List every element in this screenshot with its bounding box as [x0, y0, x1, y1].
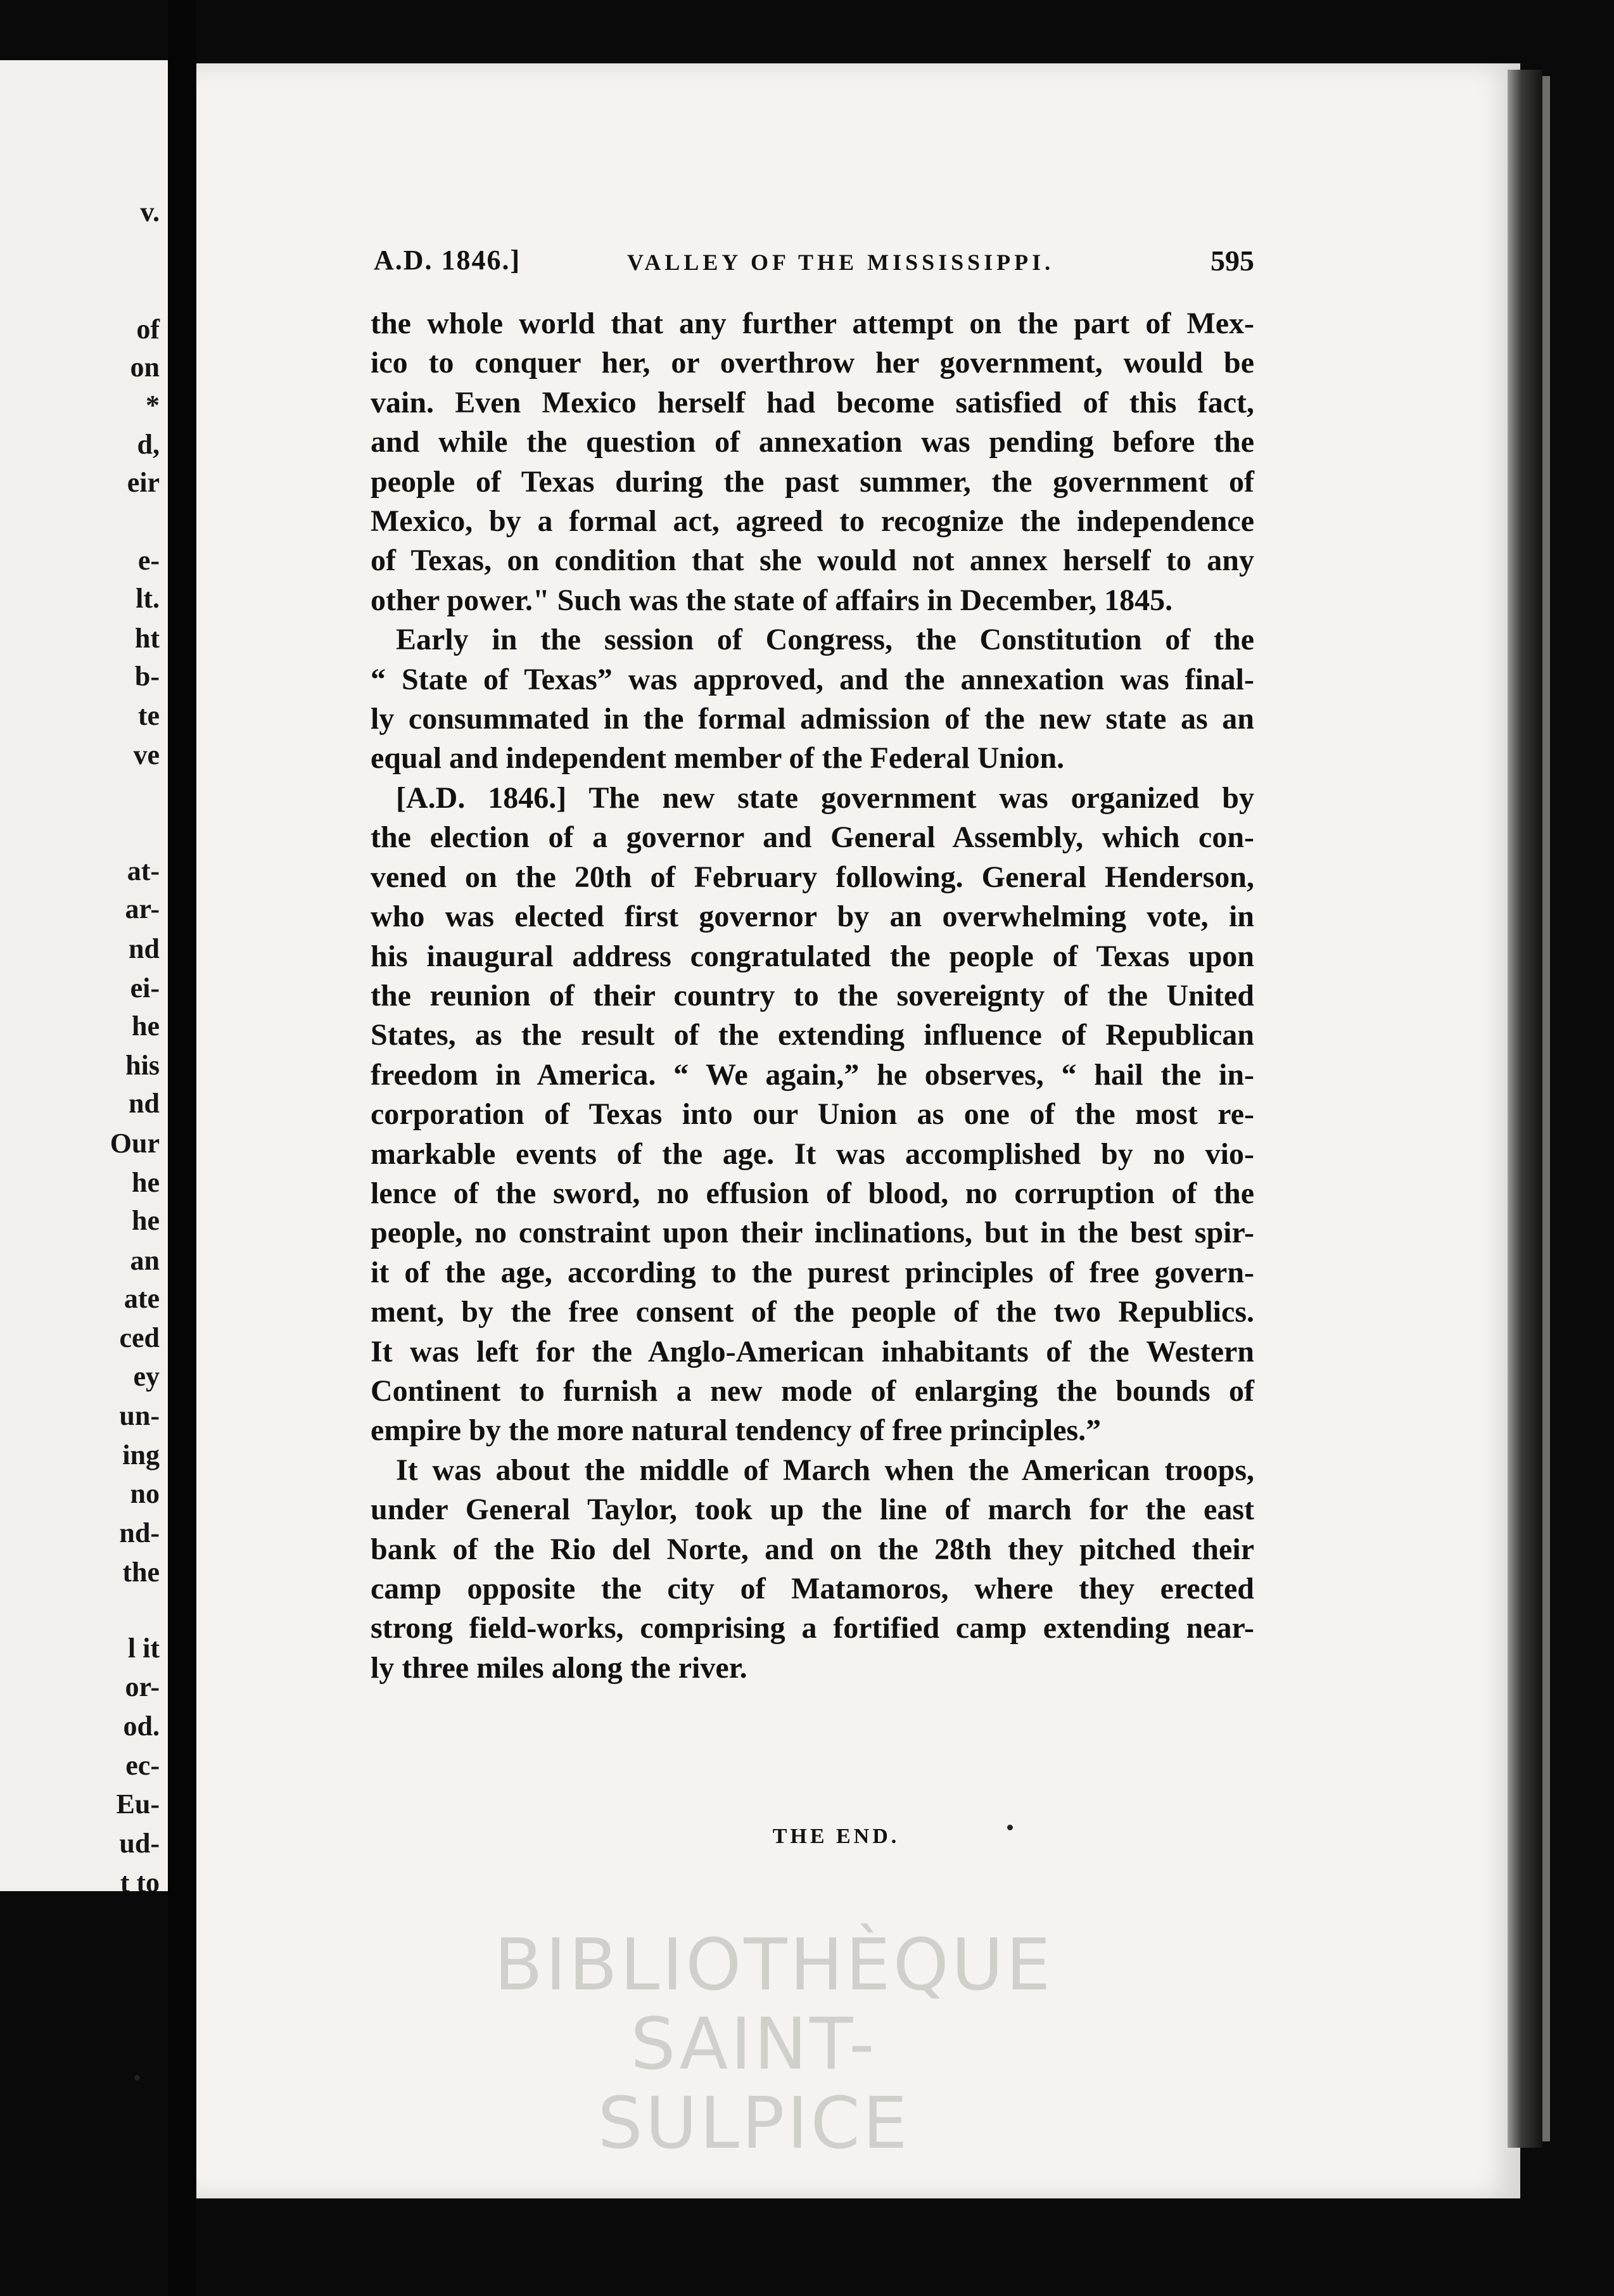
- text-line: his inaugural address congratulated the people of Texas upon: [371, 939, 1254, 973]
- left-page-fragment: *: [146, 390, 160, 421]
- left-page-fragment: he: [132, 1167, 160, 1198]
- text-line: ly consummated in the formal admission of the new state as an: [371, 702, 1254, 736]
- text-line: people, no constraint upon their inclinations, but in the best spir-: [371, 1216, 1254, 1250]
- left-page-fragment: v.: [140, 196, 160, 227]
- left-page-fragment: te: [137, 700, 160, 731]
- text-line: ment, by the free consent of the people of the two Republics.: [371, 1295, 1254, 1329]
- stamp-line-2: SAINT-SULPICE: [597, 2003, 910, 2165]
- left-page-edge: [0, 60, 168, 1891]
- left-page-fragment: on: [130, 352, 160, 383]
- page-edge-line: [1542, 76, 1550, 2141]
- left-page-fragment: ht: [134, 623, 160, 654]
- text-line: States, as the result of the extending influence of Republican: [371, 1018, 1254, 1052]
- text-line: the reunion of their country to the sovereignty of the United: [371, 978, 1254, 1012]
- text-line: Continent to furnish a new mode of enlarging the bounds of: [371, 1374, 1254, 1408]
- stamp-line-1: BIBLIOTHÈQUE: [494, 1924, 1053, 2006]
- left-page-fragment: he: [132, 1205, 160, 1236]
- page-number: 595: [1210, 245, 1254, 277]
- text-line: people of Texas during the past summer, the government of: [371, 464, 1254, 499]
- left-page-fragment: od.: [123, 1711, 160, 1742]
- left-page-fragment: l it: [127, 1633, 160, 1664]
- library-stamp: [494, 1924, 1053, 2165]
- text-line: “ State of Texas” was approved, and the annexation was final-: [371, 662, 1254, 696]
- left-page-fragment: he: [132, 1011, 160, 1042]
- text-line: who was elected first governor by an overwhelming vote, in: [371, 900, 1254, 934]
- text-line: It was about the middle of March when the American troops,: [396, 1453, 1254, 1487]
- text-line: other power." Such was the state of affairs in December, 1845.: [371, 583, 1173, 617]
- text-line: empire by the more natural tendency of free principles.”: [371, 1413, 1102, 1448]
- body-text: [371, 304, 1254, 1688]
- text-line: under General Taylor, took up the line of march for the east: [371, 1493, 1254, 1527]
- left-page-fragment: b-: [134, 661, 160, 692]
- left-page-fragment: the: [122, 1557, 160, 1588]
- left-page-fragment: at-: [127, 855, 160, 886]
- left-page-fragment: lt.: [136, 583, 160, 614]
- page-edge-shadow: [1508, 70, 1542, 2148]
- ink-speck: [134, 2075, 140, 2081]
- left-page-fragment: no: [130, 1478, 160, 1509]
- left-page-fragment: his: [125, 1050, 160, 1081]
- running-head: [374, 244, 1254, 288]
- left-page-fragment: nd-: [119, 1517, 160, 1548]
- text-line: freedom in America. “ We again,” he observes, “ hail the in-: [371, 1057, 1254, 1092]
- left-page-fragment: un-: [119, 1400, 160, 1431]
- left-page-fragment: t to: [120, 1867, 160, 1891]
- text-line: ly three miles along the river.: [371, 1650, 747, 1685]
- left-page-fragment: nd: [129, 1088, 160, 1119]
- text-line: the whole world that any further attempt on the part of Mex-: [371, 307, 1254, 340]
- text-line: lence of the sword, no effusion of blood, no corruption of the: [371, 1176, 1254, 1210]
- text-line: vened on the 20th of February following. General Henderson,: [371, 860, 1254, 894]
- left-page-fragment: Our: [110, 1128, 160, 1159]
- text-line: the election of a governor and General Assembly, which con-: [371, 820, 1254, 855]
- text-line: of Texas, on condition that she would not annex herself to any: [371, 544, 1254, 578]
- left-page-fragment: eir: [127, 467, 160, 498]
- left-page-fragment: ey: [133, 1361, 160, 1392]
- left-page-fragment: ing: [122, 1439, 160, 1470]
- left-page-fragment: ec-: [125, 1750, 160, 1781]
- left-page-fragment: of: [136, 314, 160, 345]
- left-page-fragment: ei-: [130, 973, 160, 1004]
- left-page-fragment: Eu-: [116, 1789, 160, 1820]
- text-line: vain. Even Mexico herself had become satisfied of this fact,: [371, 385, 1254, 419]
- text-line: ico to conquer her, or overthrow her government, would be: [371, 346, 1254, 380]
- left-page-fragment: ate: [124, 1283, 160, 1314]
- book-gutter: [168, 0, 196, 2296]
- text-line: It was left for the Anglo-American inhabitants of the Western: [371, 1334, 1254, 1368]
- left-page-fragment: ud-: [119, 1828, 160, 1859]
- left-page-fragment: e-: [137, 545, 160, 576]
- ink-speck: [1007, 1825, 1013, 1830]
- text-line: Early in the session of Congress, the Constitution of the: [396, 623, 1254, 657]
- left-page-fragment: d,: [137, 429, 160, 460]
- left-page-fragment: nd: [129, 933, 160, 964]
- text-line: and while the question of annexation was pending before the: [371, 425, 1254, 459]
- text-line: corporation of Texas into our Union as one of the most re-: [371, 1097, 1254, 1132]
- running-head-date: A.D. 1846.]: [374, 245, 521, 276]
- text-line: equal and independent member of the Federal Union.: [371, 741, 1065, 775]
- left-page-fragment: ced: [119, 1322, 160, 1353]
- text-line: [A.D. 1846.] The new state government was organized by: [396, 781, 1254, 815]
- left-page-fragment: ve: [133, 739, 160, 770]
- text-line: it of the age, according to the purest principles of free govern-: [371, 1255, 1254, 1289]
- the-end: THE END.: [772, 1825, 900, 1848]
- text-line: strong field-works, comprising a fortified camp extending near-: [371, 1611, 1254, 1645]
- left-page-fragment: or-: [125, 1671, 160, 1702]
- left-page-fragment: ar-: [125, 893, 160, 924]
- text-line: camp opposite the city of Matamoros, where they erected: [371, 1572, 1254, 1605]
- text-line: markable events of the age. It was accomplished by no vio-: [371, 1137, 1254, 1171]
- running-head-title: VALLEY OF THE MISSISSIPPI.: [627, 250, 1055, 275]
- text-line: bank of the Rio del Norte, and on the 28th they pitched their: [371, 1532, 1254, 1566]
- text-line: Mexico, by a formal act, agreed to recognize the independence: [371, 504, 1254, 539]
- left-page-fragment: an: [130, 1245, 160, 1276]
